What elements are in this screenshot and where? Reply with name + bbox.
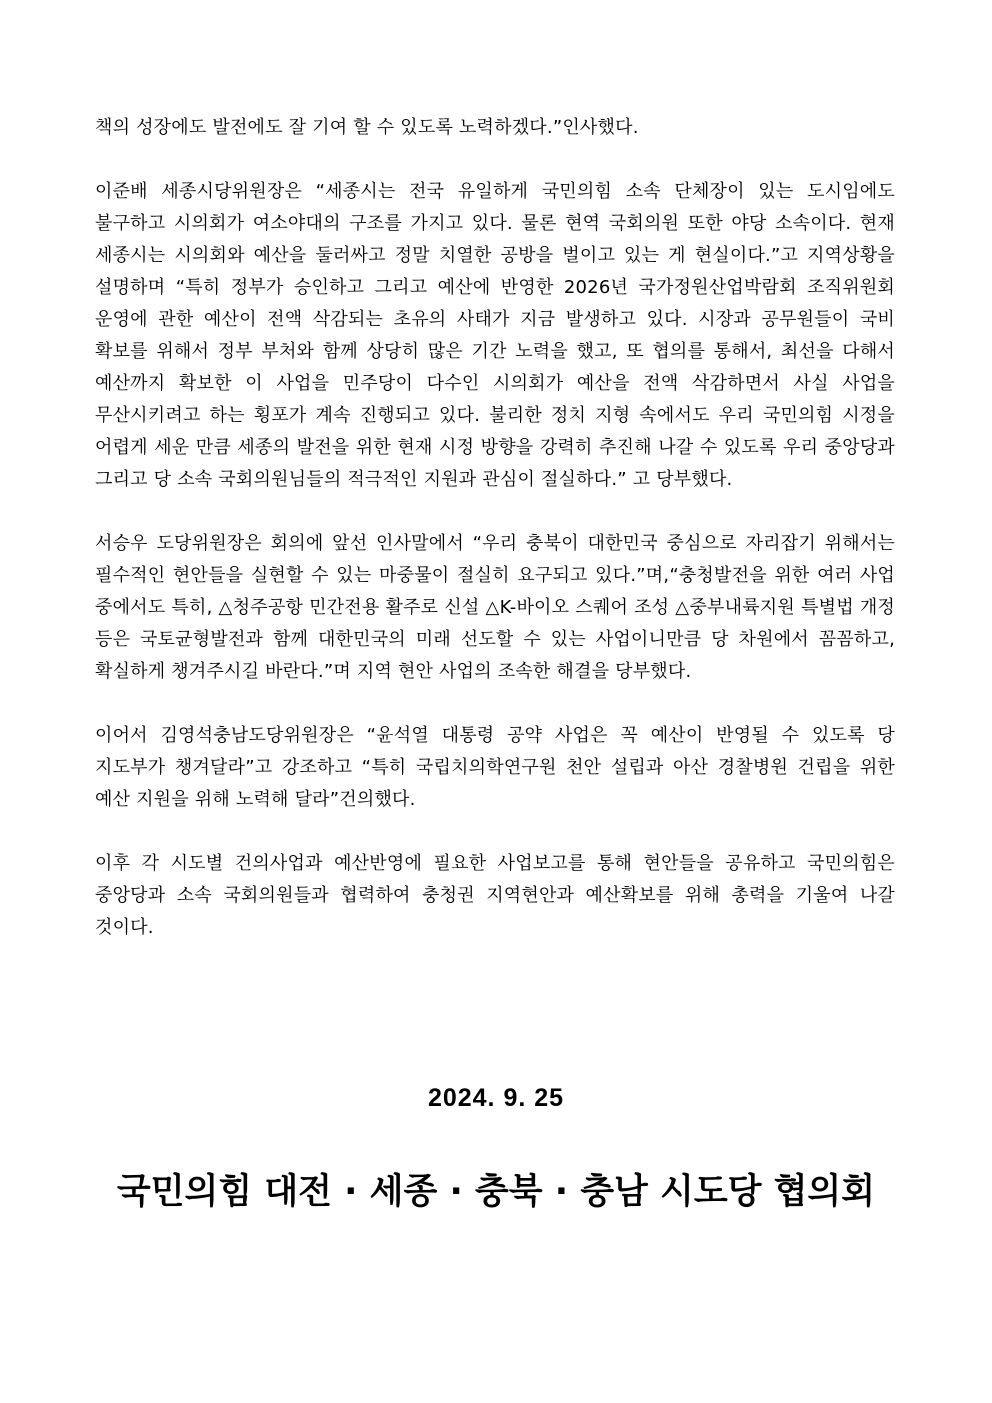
document-date: 2024. 9. 25 (427, 1084, 565, 1112)
article-body (95, 112, 895, 976)
paragraph-conclusion: 이후 각 시도별 건의사업과 예산반영에 필요한 사업보고를 통해 현안들을 공유하고 국민의힘은 중앙당과 소속 국회의원들과 협력하여 충청권 지역현안과 예산확보를 위해 총력을 기울여 나갈 것이다. (95, 853, 895, 938)
paragraph-chungbuk-chair: 서승우 도당위원장은 회의에 앞선 인사말에서 “우리 충북이 대한민국 중심으로 자리잡기 위해서는 필수적인 현안들을 실현할 수 있는 마중물이 절실히 요구되고 있다.”며,“충청발전을 위한 여러 사업 중에서도 특히, △청주공항 민간전용 활주로 신설 △K-바이오 스퀘어 조성 △중부내륙지원 특별법 개정 등은 국토균형발전과 함께 대한민국의 미래 선도할 수 있는 사업이니만큼 당 차원에서 꼼꼼하고, 확실하게 챙겨주시길 바란다.”며 지역 현안 사업의 조속한 해결을 당부했다. (95, 533, 895, 682)
paragraph-chungnam-chair: 이어서 김영석충남도당위원장은 “윤석열 대통령 공약 사업은 꼭 예산이 반영될 수 있도록 당 지도부가 챙겨달라”고 강조하고 “특히 국립치의학연구원 천안 설립과 아산 경찰병원 건립을 위한 예산 지원을 위해 노력해 달라”건의했다. (95, 725, 895, 810)
paragraph-sejong-chair: 이준배 세종시당위원장은 “세종시는 전국 유일하게 국민의힘 소속 단체장이 있는 도시임에도 불구하고 시의회가 여소야대의 구조를 가지고 있다. 물론 현역 국회의원 또한 야당 소속이다. 현재 세종시는 시의회와 예산을 둘러싸고 정말 치열한 공방을 벌이고 있는 게 현실이다.”고 지역상황을 설명하며 “특히 정부가 승인하고 그리고 예산에 반영한 2026년 국가정원산업박람회 조직위원회 운영에 관한 예산이 전액 삭감되는 초유의 사태가 지금 발생하고 있다. 시장과 공무원들이 국비 확보를 위해서 정부 부처와 함께 상당히 많은 기간 노력을 했고, 또 협의를 통해서, 최선을 다해서 예산까지 확보한 이 사업을 민주당이 다수인 시의회가 예산을 전액 삭감하면서 사실 사업을 무산시키려고 하는 횡포가 계속 진행되고 있다. 불리한 정치 지형 속에서도 우리 국민의힘 시정을 어렵게 세운 만큼 세종의 발전을 위한 현재 시정 방향을 강력히 추진해 나갈 수 있도록 우리 중앙당과 그리고 당 소속 국회의원님들의 적극적인 지원과 관심이 절실하다.” 고 당부했다. (95, 181, 895, 490)
paragraph-closing-remark: 책의 성장에도 발전에도 잘 기여 할 수 있도록 노력하겠다.”인사했다. (95, 117, 639, 138)
organization-signature: 국민의힘 대전 · 세종 · 충북 · 충남 시도당 협의회 (116, 1172, 876, 1212)
